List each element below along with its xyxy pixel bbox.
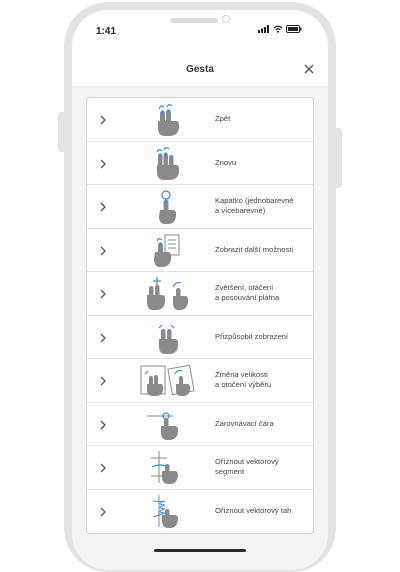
chevron-right-icon [99,159,107,169]
gesture-row-alignment-line[interactable] [87,403,313,447]
three-finger-tap-icon [137,145,197,182]
chevron-right-icon [99,376,107,386]
gesture-row-undo[interactable] [87,98,313,142]
gesture-label: Oříznout vektorový tah [215,506,292,516]
chevron-right-icon [99,202,107,212]
gesture-label: Zvětšení, otáčení a posouvání plátna [215,283,280,303]
close-icon[interactable] [302,62,316,76]
gesture-row-zoom-rotate-pan[interactable] [87,272,313,316]
resize-rotate-selection-icon [137,362,197,399]
modal-header [72,54,328,87]
home-indicator[interactable] [154,549,246,552]
battery-icon [286,25,302,33]
touch-menu-icon [137,232,197,269]
status-bar [72,10,328,50]
trim-vector-stroke-icon [137,493,197,530]
trim-vector-segment-icon [137,449,197,486]
screen [72,10,328,570]
chevron-right-icon [99,246,107,256]
gesture-label: Kapátko (jednobarevné a vícebarevné) [215,196,294,216]
gesture-row-eyedropper[interactable] [87,185,313,229]
gesture-row-trim-stroke[interactable] [87,490,313,534]
chevron-right-icon [99,463,107,473]
gesture-label: Zarovnávací čára [215,418,274,428]
chevron-right-icon [99,420,107,430]
gesture-label: Přizpůsobit zobrazení [215,331,289,341]
eyedropper-gesture-icon [137,188,197,225]
gesture-label: Zobrazit další možnosti [215,244,294,254]
gesture-row-more-options[interactable] [87,229,313,273]
chevron-right-icon [99,333,107,343]
signal-icon [258,25,270,33]
phone-body [64,2,336,572]
gesture-row-fit-view[interactable] [87,316,313,360]
page-title: Gesta [186,64,214,75]
gesture-label: Znovu [215,157,237,167]
wifi-icon [273,25,283,33]
gesture-label: Zpět [215,114,231,124]
gesture-row-trim-segment[interactable] [87,446,313,490]
speaker-grille [170,18,218,23]
pinch-rotate-pan-icon [137,275,197,312]
status-icons [258,25,302,33]
pinch-fit-icon [137,319,197,356]
chevron-right-icon [99,289,107,299]
gesture-row-redo[interactable] [87,142,313,186]
chevron-right-icon [99,115,107,125]
front-camera [222,15,230,23]
alignment-line-icon [137,406,197,443]
gesture-label: Oříznout vektorový segment [215,457,279,477]
gesture-list [86,97,314,534]
two-finger-tap-icon [137,101,197,138]
gesture-label: Změna velikosti a otočení výběru [215,370,272,390]
chevron-right-icon [99,507,107,517]
gesture-row-resize-selection[interactable] [87,359,313,403]
status-time: 1:41 [96,26,117,37]
